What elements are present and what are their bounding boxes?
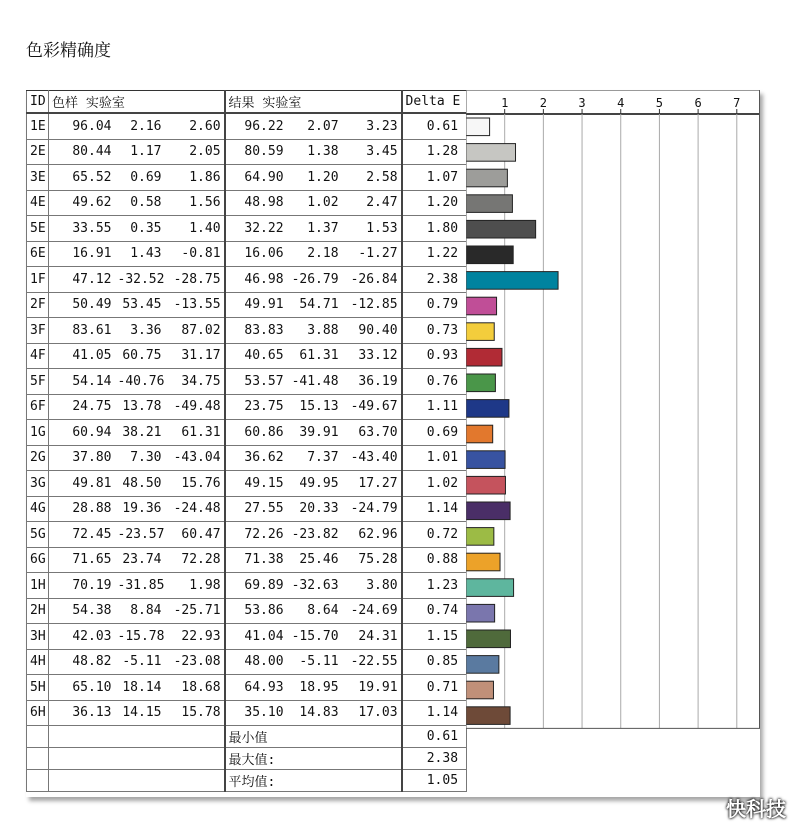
result-a: 1.02 — [287, 190, 342, 216]
row-id: 2H — [27, 598, 49, 624]
result-b: 36.19 — [342, 369, 402, 395]
result-b: 75.28 — [342, 547, 402, 573]
row-id: 3F — [27, 318, 49, 344]
bar-3H — [466, 630, 510, 648]
result-b: 19.91 — [342, 675, 402, 701]
row-id: 6H — [27, 700, 49, 726]
table-row — [27, 445, 467, 471]
tick-label: 6 — [694, 96, 702, 110]
result-b: -24.79 — [342, 496, 402, 522]
sample-b: -13.55 — [165, 292, 225, 318]
sample-b: -25.71 — [165, 598, 225, 624]
result-b: 90.40 — [342, 318, 402, 344]
sample-a: -40.76 — [115, 369, 165, 395]
sample-b: 61.31 — [165, 420, 225, 446]
result-a: 8.64 — [287, 598, 342, 624]
sample-l: 24.75 — [49, 394, 115, 420]
delta-e-value: 1.11 — [402, 394, 467, 420]
bar-1F — [466, 272, 558, 290]
sample-a: 0.35 — [115, 216, 165, 242]
sample-b: -49.48 — [165, 394, 225, 420]
delta-e-value: 1.07 — [402, 165, 467, 191]
result-b: 17.03 — [342, 700, 402, 726]
result-b: -1.27 — [342, 241, 402, 267]
sample-l: 60.94 — [49, 420, 115, 446]
table-row — [27, 700, 467, 726]
delta-e-value: 1.14 — [402, 496, 467, 522]
row-id: 6F — [27, 394, 49, 420]
sample-a: 7.30 — [115, 445, 165, 471]
sample-a: 8.84 — [115, 598, 165, 624]
sample-l: 16.91 — [49, 241, 115, 267]
sample-b: 2.05 — [165, 139, 225, 165]
sample-l: 54.38 — [49, 598, 115, 624]
sample-a: 3.36 — [115, 318, 165, 344]
sample-a: -31.85 — [115, 573, 165, 599]
sample-a: 18.14 — [115, 675, 165, 701]
sample-a: 60.75 — [115, 343, 165, 369]
result-a: 1.20 — [287, 165, 342, 191]
sample-b: 1.56 — [165, 190, 225, 216]
sample-b: 1.40 — [165, 216, 225, 242]
result-a: 7.37 — [287, 445, 342, 471]
sample-b: 18.68 — [165, 675, 225, 701]
sample-l: 71.65 — [49, 547, 115, 573]
bar-6E — [466, 246, 513, 264]
bar-4H — [466, 656, 499, 674]
result-l: 96.22 — [225, 113, 287, 139]
row-id: 3G — [27, 471, 49, 497]
tick-label: 7 — [733, 96, 741, 110]
delta-e-value: 1.22 — [402, 241, 467, 267]
tick-label: 1 — [501, 96, 509, 110]
stat-blank — [49, 726, 225, 748]
watermark: 快科技 — [726, 797, 786, 821]
sample-a: 13.78 — [115, 394, 165, 420]
sample-a: 1.17 — [115, 139, 165, 165]
stat-value: 1.05 — [402, 770, 467, 792]
sample-a: 23.74 — [115, 547, 165, 573]
sample-a: 0.58 — [115, 190, 165, 216]
delta-e-value: 1.20 — [402, 190, 467, 216]
delta-e-value: 0.93 — [402, 343, 467, 369]
row-id: 2G — [27, 445, 49, 471]
result-l: 46.98 — [225, 267, 287, 293]
result-l: 27.55 — [225, 496, 287, 522]
table-row — [27, 649, 467, 675]
delta-e-value: 0.69 — [402, 420, 467, 446]
delta-e-value: 2.38 — [402, 267, 467, 293]
sample-b: -24.48 — [165, 496, 225, 522]
result-b: -26.84 — [342, 267, 402, 293]
bar-6G — [466, 553, 500, 571]
row-id: 5F — [27, 369, 49, 395]
bar-4F — [466, 348, 502, 366]
row-id: 4G — [27, 496, 49, 522]
result-l: 23.75 — [225, 394, 287, 420]
result-l: 48.00 — [225, 649, 287, 675]
table-row — [27, 292, 467, 318]
row-id: 4F — [27, 343, 49, 369]
result-a: 39.91 — [287, 420, 342, 446]
result-b: 24.31 — [342, 624, 402, 650]
sample-a: 1.43 — [115, 241, 165, 267]
stat-blank — [27, 726, 49, 748]
stat-label: 最小值 — [225, 726, 402, 748]
table-row — [27, 113, 467, 139]
row-id: 6E — [27, 241, 49, 267]
row-id: 5G — [27, 522, 49, 548]
stat-blank — [27, 770, 49, 792]
row-id: 4H — [27, 649, 49, 675]
sample-l: 28.88 — [49, 496, 115, 522]
table-row — [27, 547, 467, 573]
delta-e-value: 0.71 — [402, 675, 467, 701]
result-l: 53.57 — [225, 369, 287, 395]
result-l: 64.93 — [225, 675, 287, 701]
bar-3G — [466, 476, 505, 494]
table-row — [27, 216, 467, 242]
sample-b: 31.17 — [165, 343, 225, 369]
result-a: 2.18 — [287, 241, 342, 267]
sample-b: 72.28 — [165, 547, 225, 573]
table-row — [27, 573, 467, 599]
stat-value: 2.38 — [402, 748, 467, 770]
result-b: 3.23 — [342, 113, 402, 139]
result-b: -24.69 — [342, 598, 402, 624]
result-b: -12.85 — [342, 292, 402, 318]
result-l: 69.89 — [225, 573, 287, 599]
sample-a: 19.36 — [115, 496, 165, 522]
result-l: 35.10 — [225, 700, 287, 726]
sample-l: 83.61 — [49, 318, 115, 344]
stat-blank — [27, 748, 49, 770]
sample-a: 48.50 — [115, 471, 165, 497]
row-id: 2E — [27, 139, 49, 165]
delta-e-value: 0.88 — [402, 547, 467, 573]
sample-l: 37.80 — [49, 445, 115, 471]
result-l: 80.59 — [225, 139, 287, 165]
sample-b: 60.47 — [165, 522, 225, 548]
result-b: -49.67 — [342, 394, 402, 420]
result-a: 54.71 — [287, 292, 342, 318]
delta-e-value: 1.23 — [402, 573, 467, 599]
result-b: 63.70 — [342, 420, 402, 446]
sample-a: 0.69 — [115, 165, 165, 191]
bar-5E — [466, 220, 536, 238]
table-row — [27, 139, 467, 165]
result-l: 48.98 — [225, 190, 287, 216]
table-row — [27, 496, 467, 522]
sample-b: 1.98 — [165, 573, 225, 599]
sample-b: 87.02 — [165, 318, 225, 344]
bar-5G — [466, 528, 494, 546]
row-id: 1E — [27, 113, 49, 139]
delta-e-value: 0.85 — [402, 649, 467, 675]
delta-e-value: 0.74 — [402, 598, 467, 624]
result-a: -26.79 — [287, 267, 342, 293]
tick-label: 4 — [617, 96, 625, 110]
sample-b: 15.76 — [165, 471, 225, 497]
result-l: 41.04 — [225, 624, 287, 650]
result-b: 3.45 — [342, 139, 402, 165]
result-a: -5.11 — [287, 649, 342, 675]
sample-l: 41.05 — [49, 343, 115, 369]
sample-b: -23.08 — [165, 649, 225, 675]
row-id: 6G — [27, 547, 49, 573]
table-row — [27, 343, 467, 369]
sample-l: 65.52 — [49, 165, 115, 191]
sample-b: 2.60 — [165, 113, 225, 139]
result-a: 25.46 — [287, 547, 342, 573]
bar-2E — [466, 144, 516, 162]
result-a: 3.88 — [287, 318, 342, 344]
delta-e-table — [26, 90, 467, 792]
table-row — [27, 471, 467, 497]
table-row — [27, 267, 467, 293]
color-accuracy-report — [26, 90, 760, 797]
sample-l: 72.45 — [49, 522, 115, 548]
sample-b: -43.04 — [165, 445, 225, 471]
result-a: -15.70 — [287, 624, 342, 650]
result-l: 83.83 — [225, 318, 287, 344]
table-row — [27, 241, 467, 267]
result-a: -32.63 — [287, 573, 342, 599]
result-l: 16.06 — [225, 241, 287, 267]
delta-e-value: 1.02 — [402, 471, 467, 497]
table-row — [27, 598, 467, 624]
result-a: 14.83 — [287, 700, 342, 726]
bar-6H — [466, 707, 510, 725]
delta-e-value: 1.15 — [402, 624, 467, 650]
stat-row — [27, 748, 467, 770]
bar-4E — [466, 195, 512, 213]
bar-4G — [466, 502, 510, 520]
sample-l: 54.14 — [49, 369, 115, 395]
sample-l: 80.44 — [49, 139, 115, 165]
row-id: 1F — [27, 267, 49, 293]
table-row — [27, 624, 467, 650]
sample-l: 48.82 — [49, 649, 115, 675]
result-a: 1.38 — [287, 139, 342, 165]
stat-blank — [49, 770, 225, 792]
table-row — [27, 675, 467, 701]
bar-2F — [466, 297, 497, 315]
result-b: 3.80 — [342, 573, 402, 599]
sample-a: 14.15 — [115, 700, 165, 726]
result-b: 2.47 — [342, 190, 402, 216]
delta-e-bar-chart — [466, 90, 760, 797]
page-title: 色彩精确度 — [26, 41, 111, 61]
delta-e-value: 0.61 — [402, 113, 467, 139]
table-row — [27, 369, 467, 395]
delta-e-value: 1.80 — [402, 216, 467, 242]
row-id: 5H — [27, 675, 49, 701]
bar-2G — [466, 451, 505, 469]
header-delta-e: Delta E — [402, 91, 467, 114]
table-row — [27, 318, 467, 344]
result-l: 71.38 — [225, 547, 287, 573]
result-a: 15.13 — [287, 394, 342, 420]
bar-1H — [466, 579, 514, 597]
table-row — [27, 190, 467, 216]
result-a: 1.37 — [287, 216, 342, 242]
sample-a: 2.16 — [115, 113, 165, 139]
sample-a: 53.45 — [115, 292, 165, 318]
result-a: 49.95 — [287, 471, 342, 497]
stat-label: 最大值: — [225, 748, 402, 770]
bar-5H — [466, 681, 493, 699]
delta-e-value: 1.14 — [402, 700, 467, 726]
sample-l: 96.04 — [49, 113, 115, 139]
bar-6F — [466, 400, 509, 418]
table-row — [27, 394, 467, 420]
bar-3F — [466, 323, 494, 341]
result-b: -22.55 — [342, 649, 402, 675]
sample-b: 34.75 — [165, 369, 225, 395]
result-l: 64.90 — [225, 165, 287, 191]
table-row — [27, 522, 467, 548]
sample-b: -0.81 — [165, 241, 225, 267]
result-b: 2.58 — [342, 165, 402, 191]
result-l: 49.91 — [225, 292, 287, 318]
bar-1E — [466, 118, 490, 136]
sample-l: 65.10 — [49, 675, 115, 701]
row-id: 2F — [27, 292, 49, 318]
delta-e-value: 0.72 — [402, 522, 467, 548]
table-row — [27, 420, 467, 446]
sample-b: 22.93 — [165, 624, 225, 650]
result-b: 17.27 — [342, 471, 402, 497]
table-header-row — [27, 91, 467, 114]
delta-e-value: 0.76 — [402, 369, 467, 395]
result-l: 72.26 — [225, 522, 287, 548]
delta-e-value: 1.28 — [402, 139, 467, 165]
result-b: 62.96 — [342, 522, 402, 548]
tick-label: 3 — [578, 96, 586, 110]
result-l: 40.65 — [225, 343, 287, 369]
table-row — [27, 165, 467, 191]
bar-2H — [466, 604, 495, 622]
row-id: 4E — [27, 190, 49, 216]
sample-a: 38.21 — [115, 420, 165, 446]
bar-5F — [466, 374, 495, 392]
tick-label: 5 — [655, 96, 664, 110]
sample-a: -5.11 — [115, 649, 165, 675]
result-l: 32.22 — [225, 216, 287, 242]
sample-l: 36.13 — [49, 700, 115, 726]
sample-a: -32.52 — [115, 267, 165, 293]
result-a: 18.95 — [287, 675, 342, 701]
header-id: ID — [27, 91, 49, 114]
sample-b: -28.75 — [165, 267, 225, 293]
row-id: 3E — [27, 165, 49, 191]
result-l: 36.62 — [225, 445, 287, 471]
sample-l: 70.19 — [49, 573, 115, 599]
header-sample-lab: 色样 实验室 — [49, 91, 225, 114]
row-id: 1G — [27, 420, 49, 446]
header-result-lab: 结果 实验室 — [225, 91, 402, 114]
delta-e-value: 0.73 — [402, 318, 467, 344]
result-b: -43.40 — [342, 445, 402, 471]
row-id: 3H — [27, 624, 49, 650]
sample-a: -23.57 — [115, 522, 165, 548]
row-id: 5E — [27, 216, 49, 242]
result-l: 60.86 — [225, 420, 287, 446]
stat-row — [27, 726, 467, 748]
sample-l: 42.03 — [49, 624, 115, 650]
result-a: 20.33 — [287, 496, 342, 522]
stat-blank — [49, 748, 225, 770]
bar-3E — [466, 169, 507, 187]
stat-label: 平均值: — [225, 770, 402, 792]
row-id: 1H — [27, 573, 49, 599]
result-l: 53.86 — [225, 598, 287, 624]
result-b: 1.53 — [342, 216, 402, 242]
result-a: 61.31 — [287, 343, 342, 369]
sample-l: 33.55 — [49, 216, 115, 242]
result-b: 33.12 — [342, 343, 402, 369]
sample-l: 49.62 — [49, 190, 115, 216]
result-a: -23.82 — [287, 522, 342, 548]
sample-a: -15.78 — [115, 624, 165, 650]
stat-row — [27, 770, 467, 792]
delta-e-value: 0.79 — [402, 292, 467, 318]
sample-l: 50.49 — [49, 292, 115, 318]
result-a: 2.07 — [287, 113, 342, 139]
sample-b: 15.78 — [165, 700, 225, 726]
sample-b: 1.86 — [165, 165, 225, 191]
sample-l: 47.12 — [49, 267, 115, 293]
stat-value: 0.61 — [402, 726, 467, 748]
bar-1G — [466, 425, 493, 443]
sample-l: 49.81 — [49, 471, 115, 497]
tick-label: 2 — [539, 96, 547, 110]
result-a: -41.48 — [287, 369, 342, 395]
result-l: 49.15 — [225, 471, 287, 497]
delta-e-value: 1.01 — [402, 445, 467, 471]
